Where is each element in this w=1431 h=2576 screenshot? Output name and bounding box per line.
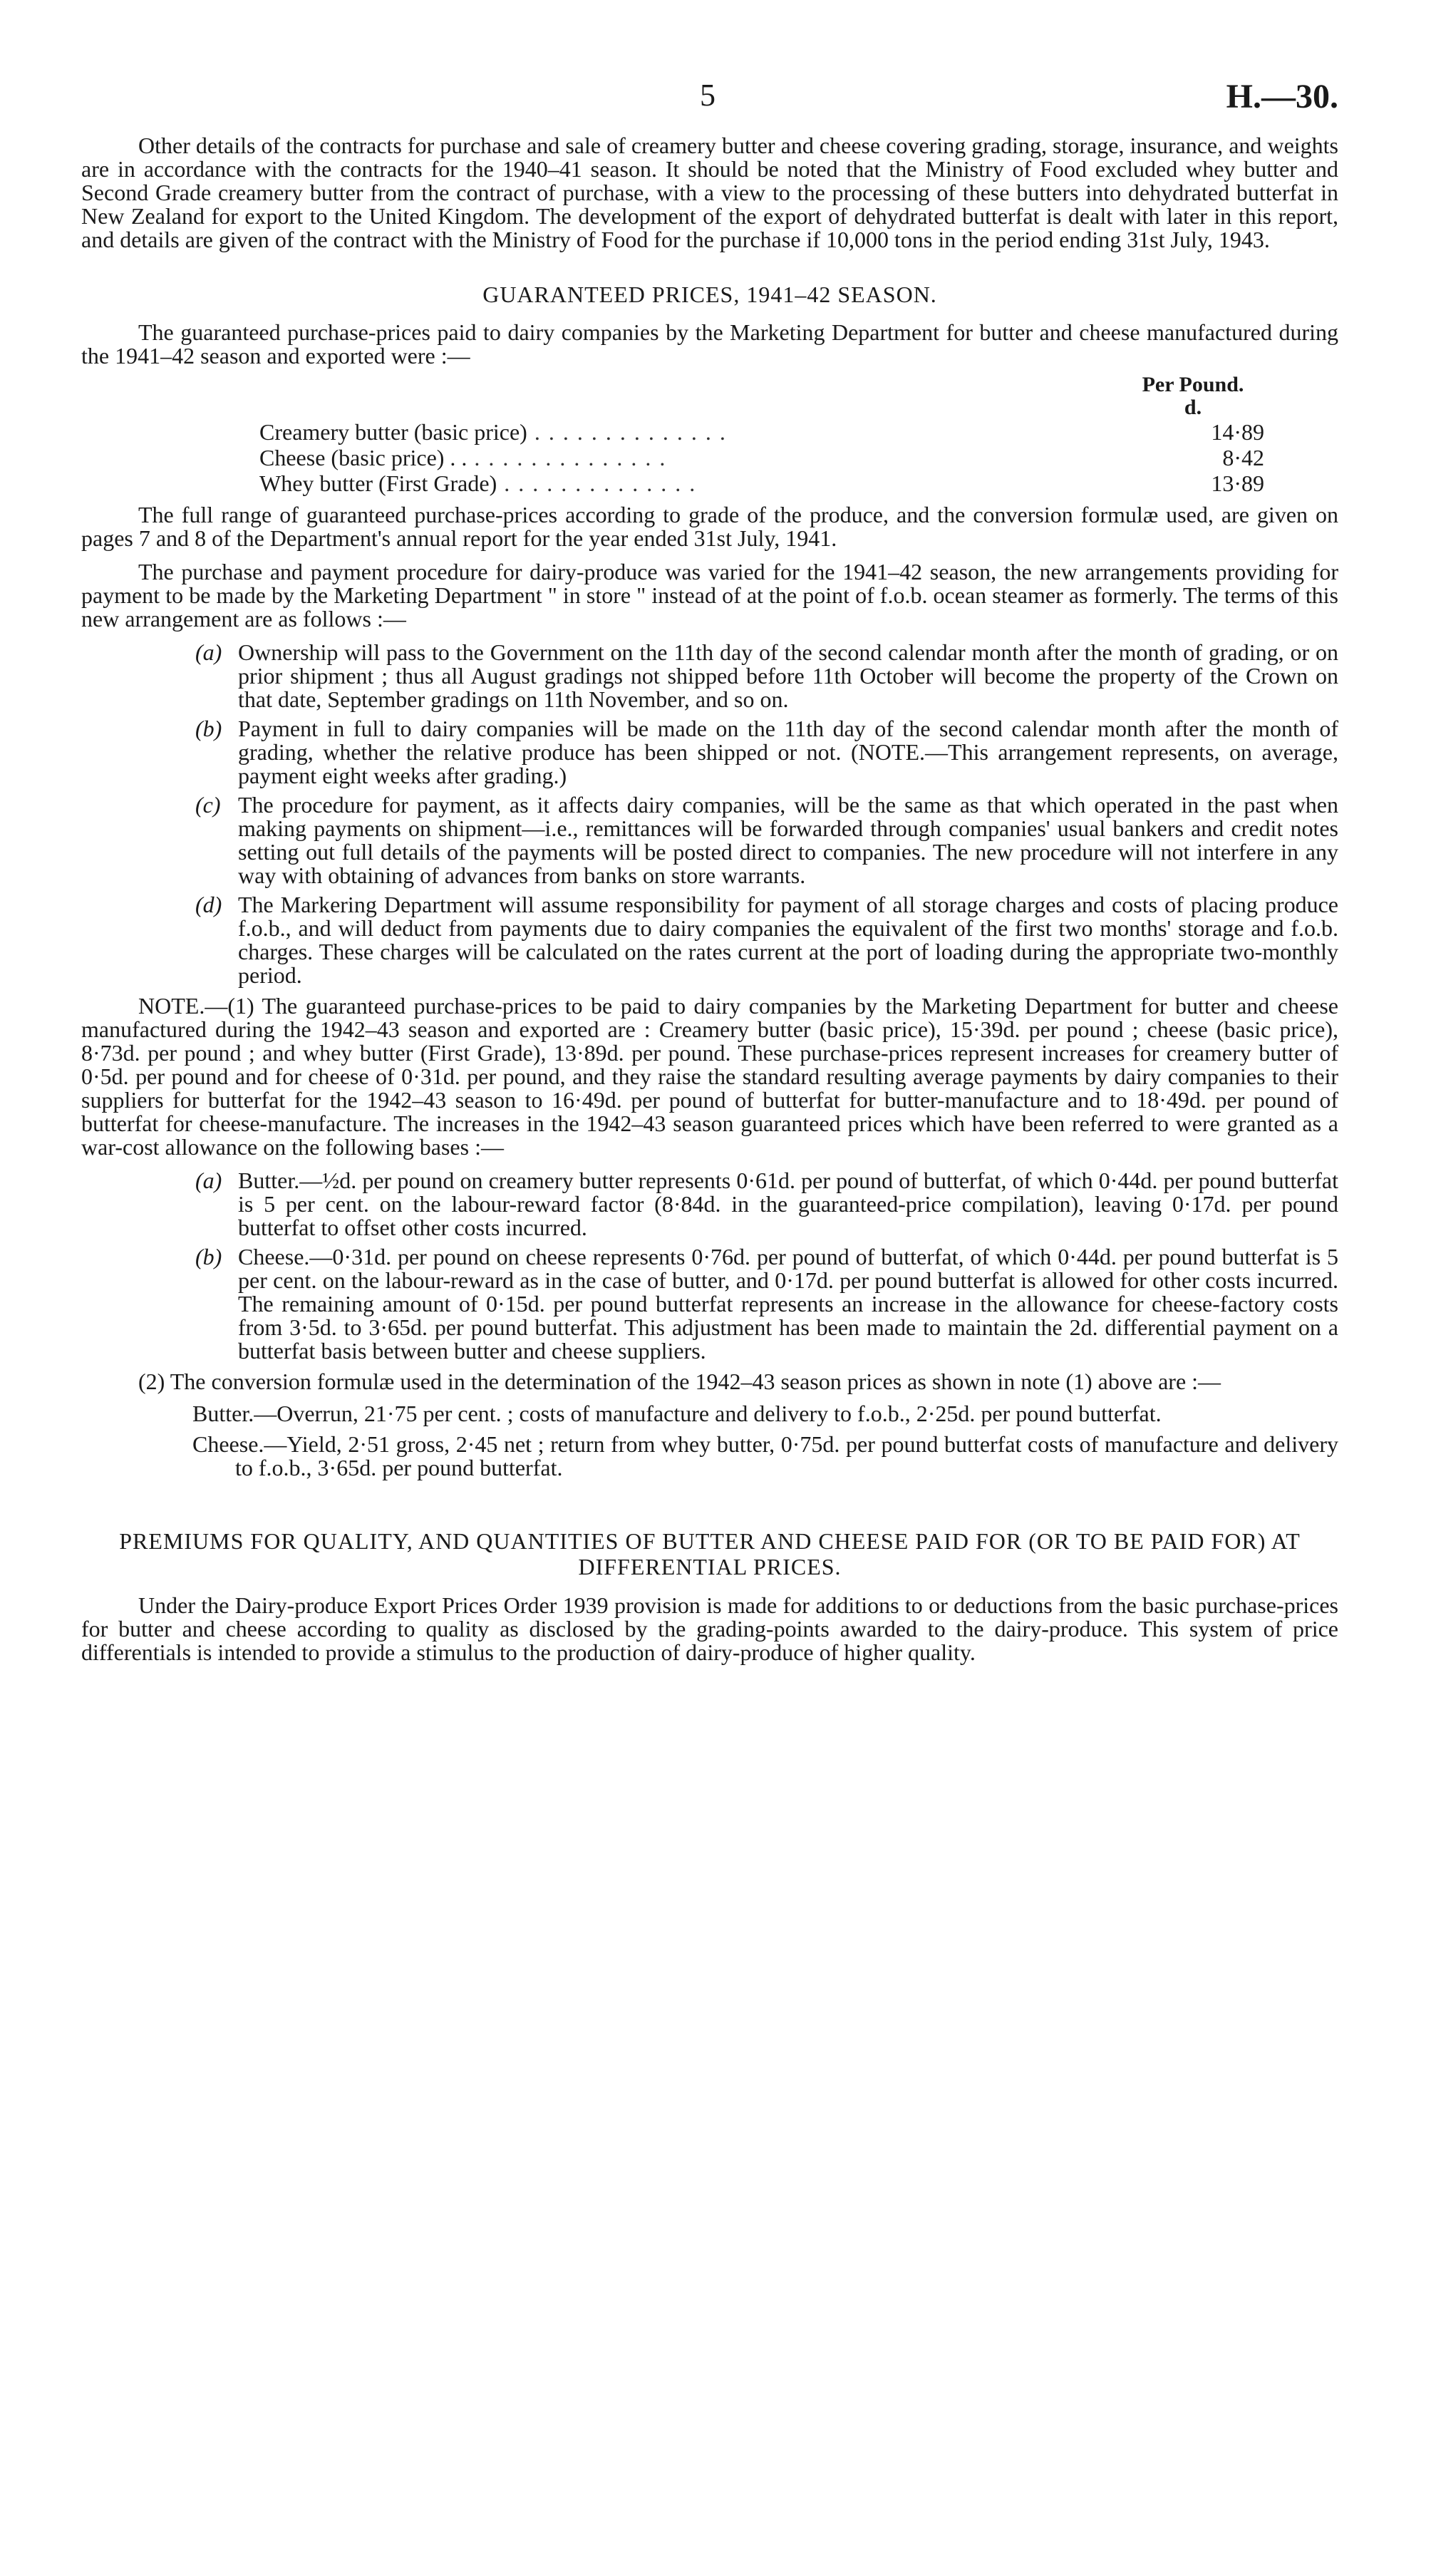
premiums-paragraph: Under the Dairy-produce Export Prices Order 1939 provision is made for additions to or deductions from the basic purchase-prices for butter and cheese according to quality as disclosed by the grading-points awarded to the dairy-produce. This system of price differentials is intended to provide a stimulus to the production of dairy-produce of higher quality. [81,1592,1338,1665]
list-item-text: Cheese.—0·31d. per pound on cheese represents 0·76d. per pound of butterfat, of which 0·44d. per pound butterfat is 5 per cent. on the labour-reward as in the case of butter, and 0·17d. per pound butterfat is allowed for other costs incurred. The remaining amount of 0·15d. per pound butterfat represents an increase in the allowance for cheese-factory costs from 3·5d. to 3·65d. per pound butterfat. This adjustment has been made to maintain the 2d. differential payment on a butterfat basis between butter and cheese suppliers. [238,1244,1338,1364]
list-item [195,1245,1338,1363]
list-item-text: Ownership will pass to the Government on the 11th day of the second calendar month after the month of grading, or on prior shipment ; thus all August gradings not shipped before 11th October will become the property of the Crown on that date, September gradings on 11th November, and so on. [238,639,1338,712]
payment-procedure-paragraph: The purchase and payment procedure for dairy-produce was varied for the 1941–42 season, the new arrangements providing for payment to be made by the Marketing Department " in store " instead of at the point of f.o.b. ocean steamer as formerly. The terms of this new arrangement are as follows :— [81,559,1338,632]
list-item [195,1169,1338,1240]
list-item-marker: (a) [195,639,222,665]
list-item-marker: (d) [195,892,222,917]
list-item-marker: (a) [195,1168,222,1193]
page-header [0,77,1431,120]
list-item-text: Payment in full to dairy companies will be made on the 11th day of the second calendar month after the month of grading, whether the relative produce has been shipped or not. (NOTE.—This arrangement represents, on average, payment eight weeks after grading.) [238,716,1338,788]
page-number: 5 [700,78,716,113]
arrangement-list [195,641,1338,987]
price-row-value: 13·89 [1211,470,1264,496]
list-item-text: The procedure for payment, as it affects dairy companies, will be the same as that which operated in the past when making payments on shipment—i.e., remittances will be forwarded through companies' usual bankers and credit notes setting out full details of the payments will be posted direct to companies. The new procedure will not interfere in any way with obtaining of advances from banks on store warrants. [238,792,1338,888]
list-item-marker: (c) [195,792,221,818]
list-item-marker: (b) [195,716,222,741]
price-row-value: 14·89 [1211,419,1264,445]
price-table [259,373,1264,496]
price-row [259,445,1264,470]
price-column-unit: d. [1184,396,1202,419]
note-1-paragraph: NOTE.—(1) The guaranteed purchase-prices to be paid to dairy companies by the Marketing Department for butter and cheese manufactured during the 1942–43 season and exported are : Creamery butter (basic price), 15·39d. per pound ; cheese (basic price), 8·73d. per pound ; and whey butter (First Grade), 13·89d. per pound. These purchase-prices represent increases for creamery butter of 0·5d. per pound and for cheese of 0·31d. per pound, and they raise the standard resulting average payments by dairy companies to their suppliers for butterfat for the 1942–43 season to 16·49d. per pound of butterfat for butter-manufacture and to 18·49d. per pound of butterfat for cheese-manufacture. The increases in the 1942–43 season guaranteed prices which have been referred to were granted as a war-cost allowance on the following bases :— [81,993,1338,1160]
price-column-heading: Per Pound. [1142,373,1244,396]
list-item [195,893,1338,987]
list-item [195,641,1338,711]
price-row [259,470,1264,496]
price-row-value: 8·42 [1222,445,1264,470]
section-heading-premiums: PREMIUMS FOR QUALITY, AND QUANTITIES OF BUTTER AND CHEESE PAID FOR (OR TO BE PAID FOR) AT DIFFERENTIAL PRICES. [119,1528,1301,1580]
page-content [81,134,1338,1664]
list-item [195,717,1338,788]
price-row-label: Cheese (basic price) . . [259,445,467,470]
dot-leader: . . . . . . . . . . . . . . [474,445,667,470]
price-row-label: Whey butter (First Grade) [259,470,497,496]
list-item [195,793,1338,887]
list-item-text: The Markering Department will assume responsibility for payment of all storage charges and costs of placing produce f.o.b., and will deduct from payments due to dairy companies the equivalent of the first two months' storage and f.o.b. charges. These charges will be calculated on the rates current at the port of loading during the appropriate two-monthly period. [238,892,1338,988]
section-heading-guaranteed-prices: GUARANTEED PRICES, 1941–42 SEASON. [482,282,937,307]
price-row-label: Creamery butter (basic price) [259,419,527,445]
intro-paragraph: Other details of the contracts for purchase and sale of creamery butter and cheese covering grading, storage, insurance, and weights are in accordance with the contracts for the 1940–41 season. It should be noted that the Ministry of Food excluded whey butter and Second Grade creamery butter from the contract of purchase, with a view to the processing of these butters into dehydrated butterfat in New Zealand for export to the United Kingdom. The development of the export of dehydrated butterfat is dealt with later in this report, and details are given of the contract with the Ministry of Food for the purchase if 10,000 tons in the period ending 31st July, 1943. [81,133,1338,252]
dot-leader: . . . . . . . . . . . . . . [534,419,727,445]
guaranteed-prices-paragraph: The guaranteed purchase-prices paid to dairy companies by the Marketing Department for butter and cheese manufactured during the 1941–42 season and exported were :— [81,319,1338,369]
butter-formula: Butter.—Overrun, 21·75 per cent. ; costs of manufacture and delivery to f.o.b., 2·25d. per pound butterfat. [192,1401,1162,1426]
note-2-paragraph: (2) The conversion formulæ used in the determination of the 1942–43 season prices as shown in note (1) above are :— [138,1369,1221,1394]
list-item-marker: (b) [195,1244,222,1269]
price-row [259,419,1264,445]
price-table-header [259,373,1264,419]
war-cost-list [195,1169,1338,1363]
dot-leader: . . . . . . . . . . . . . . [504,470,697,496]
cheese-formula: Cheese.—Yield, 2·51 gross, 2·45 net ; return from whey butter, 0·75d. per pound butterfat costs of manufacture and delivery to f.o.b., 3·65d. per pound butterfat. [192,1431,1338,1480]
conversion-formulae [192,1402,1338,1480]
document-code: H.—30. [1226,78,1338,115]
list-item-text: Butter.—½d. per pound on creamery butter represents 0·61d. per pound of butterfat, of which 0·44d. per pound butterfat is 5 per cent. on the labour-reward factor (8·84d. in the guaranteed-price compilation), leaving 0·17d. per pound butterfat to offset other costs incurred. [238,1168,1338,1240]
price-range-paragraph: The full range of guaranteed purchase-prices according to grade of the produce, and the conversion formulæ used, are given on pages 7 and 8 of the Department's annual report for the year ended 31st July, 1941. [81,502,1338,551]
